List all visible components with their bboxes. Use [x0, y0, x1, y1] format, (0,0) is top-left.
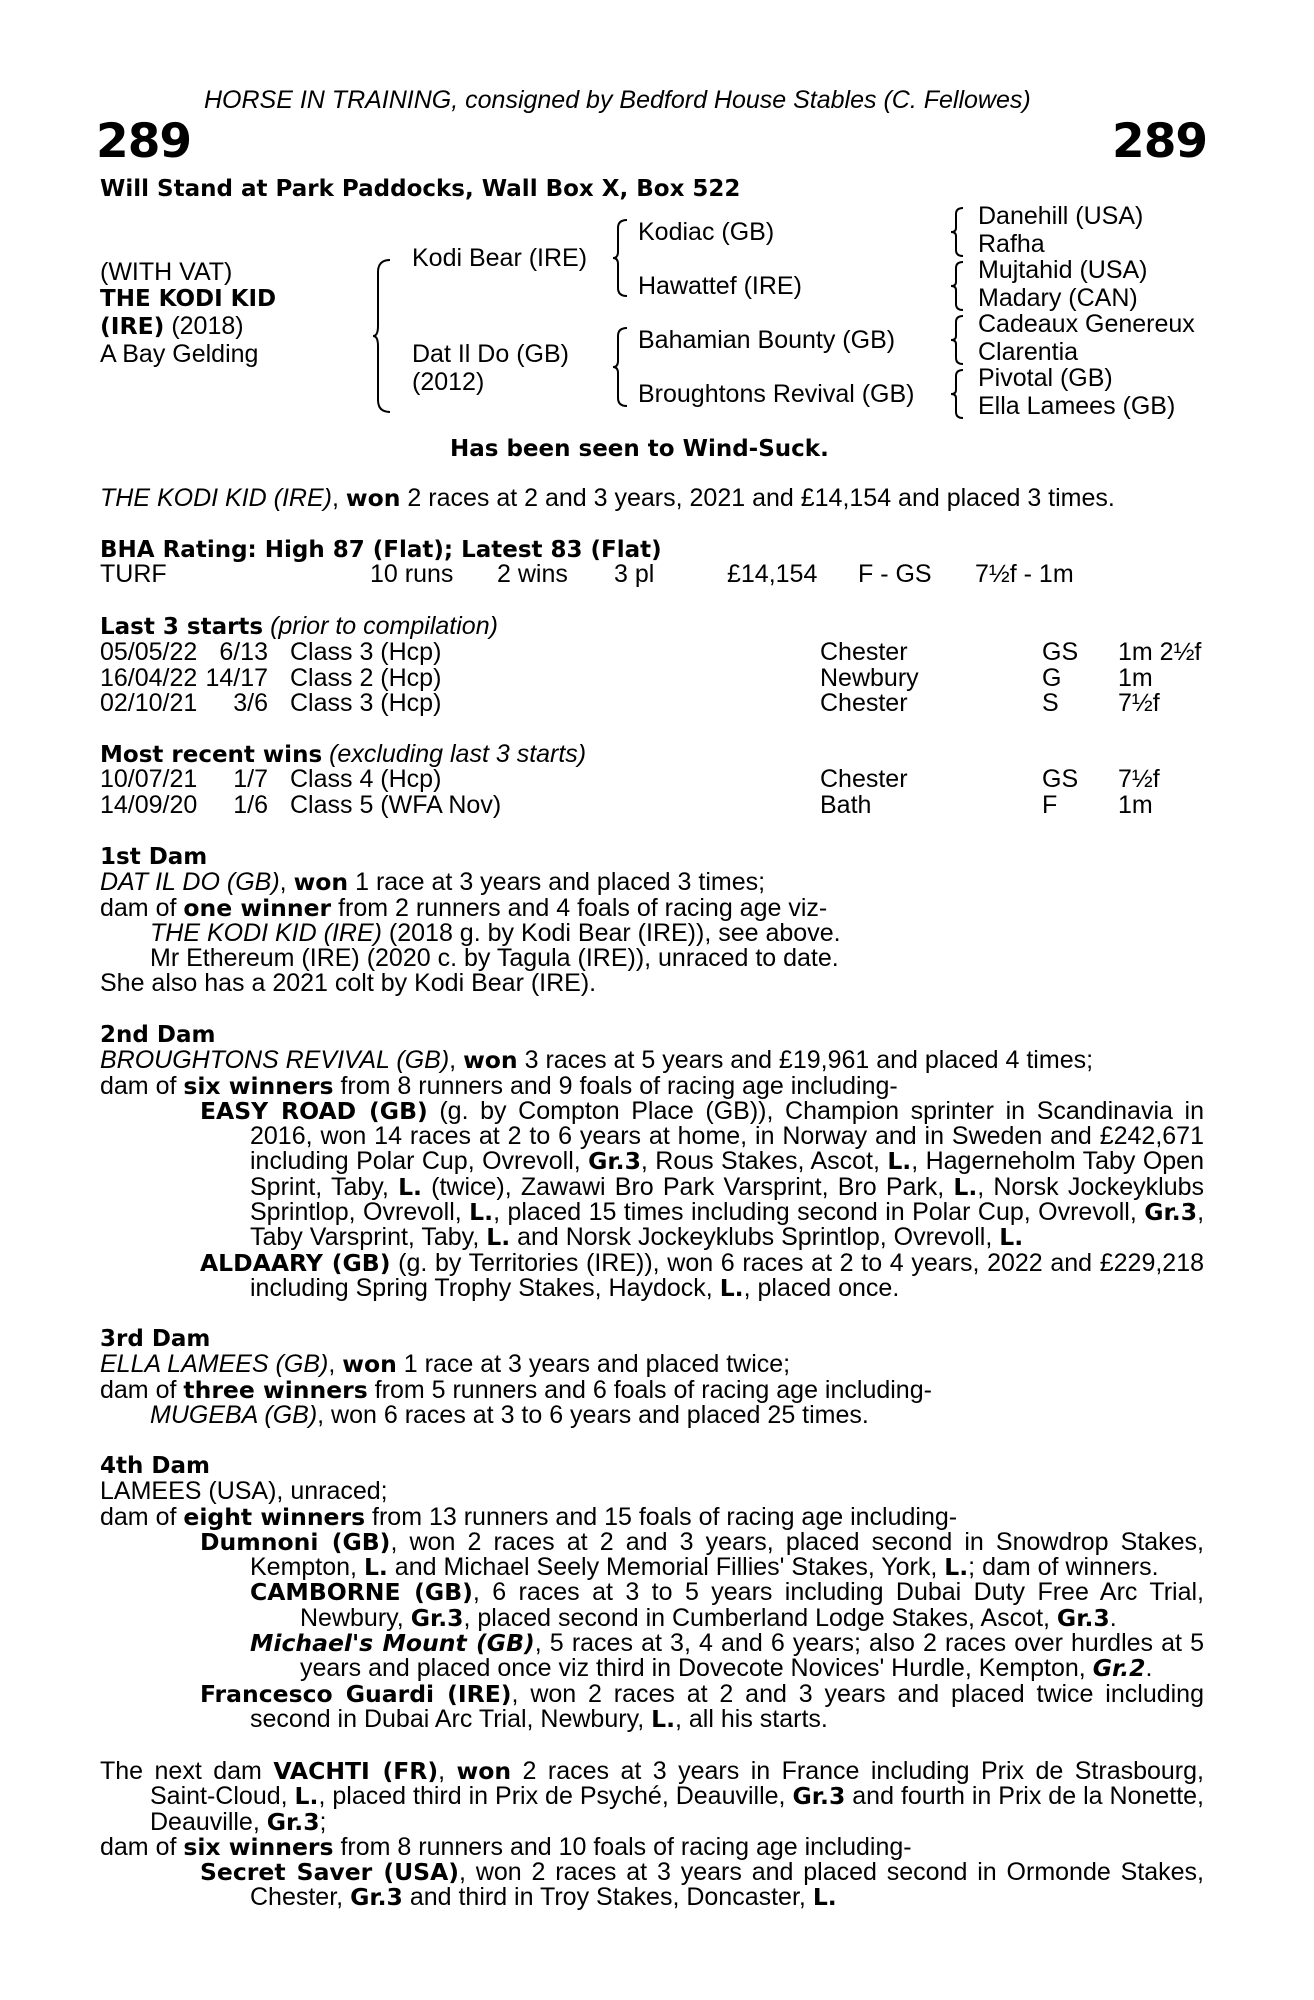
last-start-course: Newbury [820, 663, 919, 692]
horse-name: THE KODI KID [100, 286, 277, 312]
last-start-course: Chester [820, 689, 908, 717]
last-start-going: G [1042, 663, 1062, 692]
pedigree-dam-year: (2012) [412, 368, 485, 396]
rating-earnings: £14,154 [727, 560, 818, 588]
pedigree-dss: Cadeaux Genereux [978, 310, 1195, 338]
pedigree-sdd: Madary (CAN) [978, 284, 1138, 312]
last-start-going: S [1042, 689, 1059, 717]
recent-win-dist: 7½f [1118, 765, 1160, 793]
rating-distance: 7½f - 1m [975, 560, 1074, 588]
last-starts-heading: Last 3 starts (prior to compilation) [100, 612, 498, 640]
lot-number-right: 289 [1112, 114, 1208, 169]
recent-win-course: Chester [820, 765, 908, 793]
horse-name-line2: (IRE) (2018) [100, 312, 244, 340]
last-start-date: 16/04/22 [100, 663, 198, 692]
race-summary: THE KODI KID (IRE), won 2 races at 2 and 3 years, 2021 and £14,154 and placed 3 times. [100, 484, 1115, 512]
recent-win-pos: 1/7 [233, 765, 268, 793]
last-start-course: Chester [820, 638, 908, 666]
francesco-guardi-entry: Francesco Guardi (IRE), won 2 races at 2 and 3 years and placed twice including second in Dubai Arc Trial, Newbury, L., all his starts. [200, 1679, 1204, 1733]
wind-suck-note: Has been seen to Wind-Suck. [450, 436, 829, 462]
first-dam-section: 1st Dam DAT IL DO (GB), won 1 race at 3 years and placed 3 times; dam of one winner from 2 runners and 4 foals of racing age viz- THE KODI KID (IRE) (2018 g. by Kodi Bear (IRE)), see above. Mr Ethereum (IRE) (2020 c. by Tagula (IRE)), unraced to date. She also has a 2021 colt by Kodi Bear (IRE). [100, 844, 841, 998]
pedigree-dds: Pivotal (GB) [978, 364, 1113, 392]
next-dam-section: The next dam VACHTI (FR), won 2 races at 3 years in France including Prix de Strasbourg, Saint-Cloud, L., placed third in Prix de Psyché, Deauville, Gr.3 and fourth in Prix de la Nonette, Deauville, Gr.3; dam of six winners from 8 runners and 10 foals of racing age including- Secret Saver (USA), won 2 races at 3 years and placed second in Ormonde Stakes, Chester, Gr.3 and third in Troy Stakes, Doncaster, L. [100, 1757, 1204, 1912]
fourth-dam-section: 4th Dam LAMEES (USA), unraced; dam of eight winners from 13 runners and 15 foals of racing age including- Dumnoni (GB), won 2 races at 2 and 3 years, placed second in Snowdrop Stakes, Kempton, L. and Michael Seely Memorial Fillies' Stakes, York, L.; dam of winners. CAMBORNE (GB), 6 races at 3 to 5 years including Dubai Duty Free Arc Trial, Newbury, Gr.3, placed second in Cumberland Lodge Stakes, Ascot, Gr.3. Michael's Mount (GB), 5 races at 3, 4 and 6 years; also 2 races over hurdles at 5 years and placed once viz third in Dovecote Novices' Hurdle, Kempton, Gr.2. Francesco Guardi (IRE), won 2 races at 2 and 3 years and placed twice including second in Dubai Arc Trial, Newbury, L., all his starts. [100, 1453, 1205, 1733]
pedigree-dam-sire: Bahamian Bounty (GB) [638, 326, 896, 354]
last-start-pos: 14/17 [205, 663, 268, 692]
pedigree-brace-ss [950, 206, 966, 258]
rating-placed: 3 pl [614, 560, 655, 588]
last-start-pos: 6/13 [219, 638, 268, 666]
pedigree-dsd: Clarentia [978, 338, 1079, 366]
pedigree-sire: Kodi Bear (IRE) [412, 244, 588, 272]
recent-win-cls: Class 5 (WFA Nov) [290, 790, 502, 819]
rating-runs: 10 runs [370, 560, 454, 588]
stand-location: Will Stand at Park Paddocks, Wall Box X, Box 522 [100, 176, 741, 202]
secret-saver-entry: Secret Saver (USA), won 2 races at 3 years and placed second in Ormonde Stakes, Chester, Gr.3 and third in Troy Stakes, Doncaster, L. [200, 1858, 1204, 1912]
last-start-going: GS [1042, 638, 1079, 666]
recent-win-pos: 1/6 [233, 790, 268, 819]
pedigree-brace-ds [950, 314, 966, 366]
recent-win-dist: 1m [1118, 790, 1153, 819]
rating-wins: 2 wins [497, 560, 568, 588]
pedigree-sire-sire: Kodiac (GB) [638, 218, 775, 246]
last-start-cls: Class 3 (Hcp) [290, 689, 442, 717]
last-start-cls: Class 2 (Hcp) [290, 663, 442, 692]
horse-description: A Bay Gelding [100, 340, 259, 368]
recent-win-cls: Class 4 (Hcp) [290, 765, 442, 793]
recent-win-going: GS [1042, 765, 1079, 793]
last-start-dist: 7½f [1118, 689, 1160, 717]
last-start-dist: 1m 2½f [1118, 638, 1202, 666]
last-start-dist: 1m [1118, 663, 1153, 692]
camborne-entry: CAMBORNE (GB), 6 races at 3 to 5 years including Dubai Duty Free Arc Trial, Newbury, Gr.3, placed second in Cumberland Lodge Stakes, Ascot, Gr.3. [250, 1578, 1204, 1632]
pedigree-brace-dd [950, 368, 966, 420]
rating-going: F - GS [858, 560, 932, 588]
bha-rating: BHA Rating: High 87 (Flat); Latest 83 (Flat) [100, 537, 662, 563]
pedigree-dam-dam: Broughtons Revival (GB) [638, 380, 915, 408]
pedigree-dam: Dat Il Do (GB) [412, 340, 569, 368]
easy-road-entry: EASY ROAD (GB) (g. by Compton Place (GB)), Champion sprinter in Scandinavia in 2016, won 14 races at 2 to 6 years at home, in Norway and in Sweden and £242,671 including Polar Cup, Ovrevoll, Gr.3, Rous Stakes, Ascot, L., Hagerneholm Taby Open Sprint, Taby, L. (twice), Zawawi Bro Park Varsprint, Bro Park, L., Norsk Jockeyklubs Sprintlop, Ovrevoll, L., placed 15 times including second in Polar Cup, Ovrevoll, Gr.3, Taby Varsprint, Taby, L. and Norsk Jockeyklubs Sprintlop, Ovrevoll, L. [200, 1096, 1205, 1252]
rating-surface: TURF [100, 560, 167, 588]
dumnoni-entry: Dumnoni (GB), won 2 races at 2 and 3 years, placed second in Snowdrop Stakes, Kempton, L. and Michael Seely Memorial Fillies' Stakes, York, L.; dam of winners. [200, 1527, 1205, 1582]
lot-number-left: 289 [96, 114, 192, 169]
pedigree-ddd: Ella Lamees (GB) [978, 392, 1176, 420]
consignment-header: HORSE IN TRAINING, consigned by Bedford House Stables (C. Fellowes) [204, 86, 1031, 114]
pedigree-brace-sd [950, 260, 966, 312]
recent-win-date: 10/07/21 [100, 765, 198, 793]
last-start-cls: Class 3 (Hcp) [290, 638, 442, 666]
pedigree-brace-dam [612, 326, 630, 408]
last-start-date: 05/05/22 [100, 638, 198, 666]
third-dam-section: 3rd Dam ELLA LAMEES (GB), won 1 race at 3 years and placed twice; dam of three winners from 5 runners and 6 foals of racing age including- MUGEBA (GB), won 6 races at 3 to 6 years and placed 25 times. [100, 1326, 932, 1429]
last-start-pos: 3/6 [233, 689, 268, 717]
recent-win-course: Bath [820, 790, 872, 819]
vat-label: (WITH VAT) [100, 258, 233, 286]
michaels-mount-entry: Michael's Mount (GB), 5 races at 3, 4 and 6 years; also 2 races over hurdles at 5 years and placed once viz third in Dovecote Novices' Hurdle, Kempton, Gr.2. [250, 1629, 1205, 1683]
recent-wins-heading: Most recent wins (excluding last 3 starts) [100, 740, 587, 768]
aldaary-entry: ALDAARY (GB) (g. by Territories (IRE)), won 6 races at 2 to 4 years, 2022 and £229,218 including Spring Trophy Stakes, Haydock, L., placed once. [200, 1248, 1205, 1302]
recent-win-date: 14/09/20 [100, 790, 198, 819]
pedigree-brace-main [372, 258, 394, 414]
pedigree-ssd: Rafha [978, 230, 1045, 258]
pedigree-sire-dam: Hawattef (IRE) [638, 272, 802, 300]
recent-win-going: F [1042, 790, 1058, 819]
second-dam-section: 2nd Dam BROUGHTONS REVIVAL (GB), won 3 races at 5 years and £19,961 and placed 4 times; dam of six winners from 8 runners and 9 foals of racing age including- EASY ROAD (GB) (g. by Compton Place (GB)), Champion sprinter in Scandinavia in 2016, won 14 races at 2 to 6 years at home, in Norway and in Sweden and £242,671 including Polar Cup, Ovrevoll, Gr.3, Rous Stakes, Ascot, L., Hagerneholm Taby Open Sprint, Taby, L. (twice), Zawawi Bro Park Varsprint, Bro Park, L., Norsk Jockeyklubs Sprintlop, Ovrevoll, L., placed 15 times including second in Polar Cup, Ovrevoll, Gr.3, Taby Varsprint, Taby, L. and Norsk Jockeyklubs Sprintlop, Ovrevoll, L. ALDAARY (GB) (g. by Territories (IRE)), won 6 races at 2 to 4 years, 2022 and £229,218 including Spring Trophy Stakes, Haydock, L., placed once. [100, 1022, 1205, 1302]
pedigree-sss: Danehill (USA) [978, 202, 1144, 230]
pedigree-sds: Mujtahid (USA) [978, 256, 1148, 284]
last-start-date: 02/10/21 [100, 689, 198, 717]
pedigree-brace-sire [612, 218, 630, 298]
